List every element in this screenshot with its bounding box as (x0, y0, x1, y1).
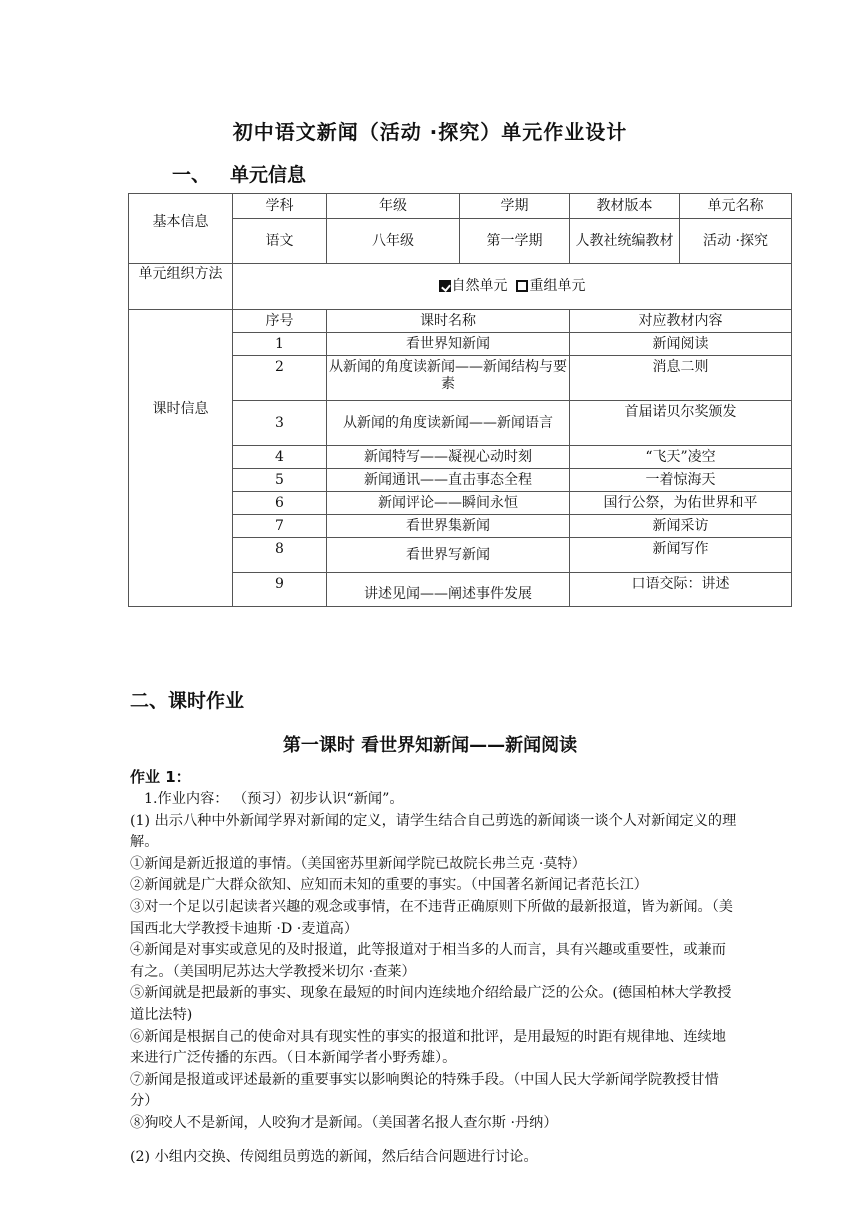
header-unit-name: 单元名称 (680, 194, 792, 219)
lesson-content: 口语交际：讲述 (570, 573, 792, 607)
basic-info-label: 基本信息 (129, 194, 233, 264)
value-textbook: 人教社统编教材 (570, 219, 680, 264)
lesson-name: 从新闻的角度读新闻——新闻结构与要素 (327, 356, 570, 401)
value-subject: 语文 (233, 219, 327, 264)
lesson-name: 新闻特写——凝视心动时刻 (327, 446, 570, 469)
lesson-content: 首届诺贝尔奖颁发 (570, 401, 792, 446)
lesson-no: 9 (233, 573, 327, 607)
lesson-name: 从新闻的角度读新闻——新闻语言 (327, 401, 570, 446)
org-method-options (233, 264, 792, 310)
lesson-content: 消息二则 (570, 356, 792, 401)
paragraph: ⑤新闻就是把最新的事实、现象在最短的时间内连续地介绍给最广泛的公众。(德国柏林大学教授道比法特) (130, 985, 732, 1023)
header-grade: 年级 (327, 194, 460, 219)
lesson-no: 5 (233, 469, 327, 492)
lesson-content: 新闻阅读 (570, 333, 792, 356)
paragraph: ⑦新闻是报道或评述最新的重要事实以影响舆论的特殊手段。（中国人民大学新闻学院教授甘惜分） (130, 1071, 719, 1110)
option-natural-unit: 自然单元 (451, 278, 508, 294)
paragraph: (2) 小组内交换、传阅组员剪选的新闻，然后结合问题进行讨论。 (130, 1148, 538, 1165)
lesson-content: 一着惊海天 (570, 469, 792, 492)
paragraph: ⑧狗咬人不是新闻，人咬狗才是新闻。（美国著名报人查尔斯 ·丹纳） (130, 1114, 558, 1131)
lesson-name: 新闻评论——瞬间永恒 (327, 492, 570, 515)
paragraph: 1.作业内容： （预习）初步认识“新闻”。 (144, 791, 404, 807)
paragraph: ④新闻是对事实或意见的及时报道，此等报道对于相当多的人而言，具有兴趣或重要性，或兼而有之。（美国明尼苏达大学教授米切尔 ·查莱） (130, 942, 726, 980)
lesson-name: 看世界知新闻 (327, 333, 570, 356)
header-textbook: 教材版本 (570, 194, 680, 219)
value-unit-name: 活动 ·探究 (680, 219, 792, 264)
value-term: 第一学期 (460, 219, 570, 264)
lesson-no: 6 (233, 492, 327, 515)
lesson-header-content: 对应教材内容 (570, 310, 792, 333)
unit-info-table (128, 193, 792, 607)
value-grade: 八年级 (327, 219, 460, 264)
paragraph: ②新闻就是广大群众欲知、应知而未知的重要的事实。（中国著名新闻记者范长江） (130, 877, 648, 894)
header-term: 学期 (460, 194, 570, 219)
unchecked-checkbox-icon (516, 280, 528, 292)
lesson-name: 新闻通讯——直击事态全程 (327, 469, 570, 492)
checked-checkbox-icon (439, 280, 451, 292)
header-subject: 学科 (233, 194, 327, 219)
org-method-label: 单元组织方法 (129, 264, 233, 310)
lesson-name: 讲述见闻——阐述事件发展 (327, 573, 570, 607)
lesson-no: 7 (233, 515, 327, 538)
option-regroup-unit: 重组单元 (529, 278, 586, 294)
lesson-no: 8 (233, 538, 327, 573)
lesson-header-no: 序号 (233, 310, 327, 333)
homework-label: 作业 1： (130, 768, 191, 786)
lesson-content: 新闻写作 (570, 538, 792, 573)
section-heading-lesson-homework: 二、课时作业 (130, 690, 245, 712)
lesson-no: 3 (233, 401, 327, 446)
paragraph: (1) 出示八种中外新闻学界对新闻的定义，请学生结合自己剪选的新闻谈一谈个人对新闻定义的理解。 (130, 812, 737, 851)
section-heading-unit-info (172, 160, 306, 187)
lesson-name: 看世界写新闻 (327, 538, 570, 573)
lesson-header-name: 课时名称 (327, 310, 570, 333)
lesson-no: 1 (233, 333, 327, 356)
paragraph: ①新闻是新近报道的事情。（美国密苏里新闻学院已故院长弗兰克 ·莫特） (130, 855, 586, 872)
lesson-info-label: 课时信息 (129, 310, 233, 607)
lesson-title: 第一课时 看世界知新闻——新闻阅读 (282, 735, 578, 756)
lesson-content: 新闻采访 (570, 515, 792, 538)
lesson-no: 2 (233, 356, 327, 401)
lesson-name: 看世界集新闻 (327, 515, 570, 538)
section-title: 单元信息 (230, 164, 307, 186)
lesson-content: 国行公祭，为佑世界和平 (570, 492, 792, 515)
lesson-no: 4 (233, 446, 327, 469)
document-title: 初中语文新闻（活动 ·探究）单元作业设计 (232, 120, 628, 144)
paragraph: ⑥新闻是根据自己的使命对具有现实性的事实的报道和批评，是用最短的时距有规律地、连续地来进行广泛传播的东西。（日本新闻学者小野秀雄）。 (130, 1028, 726, 1067)
section-number: 一、 (172, 164, 211, 186)
lesson-content: “飞天”凌空 (570, 446, 792, 469)
paragraph: ③对一个足以引起读者兴趣的观念或事情，在不违背正确原则下所做的最新报道，皆为新闻。（美国西北大学教授卡迪斯 ·D ·麦道高） (130, 898, 733, 937)
homework-body (130, 789, 740, 1168)
